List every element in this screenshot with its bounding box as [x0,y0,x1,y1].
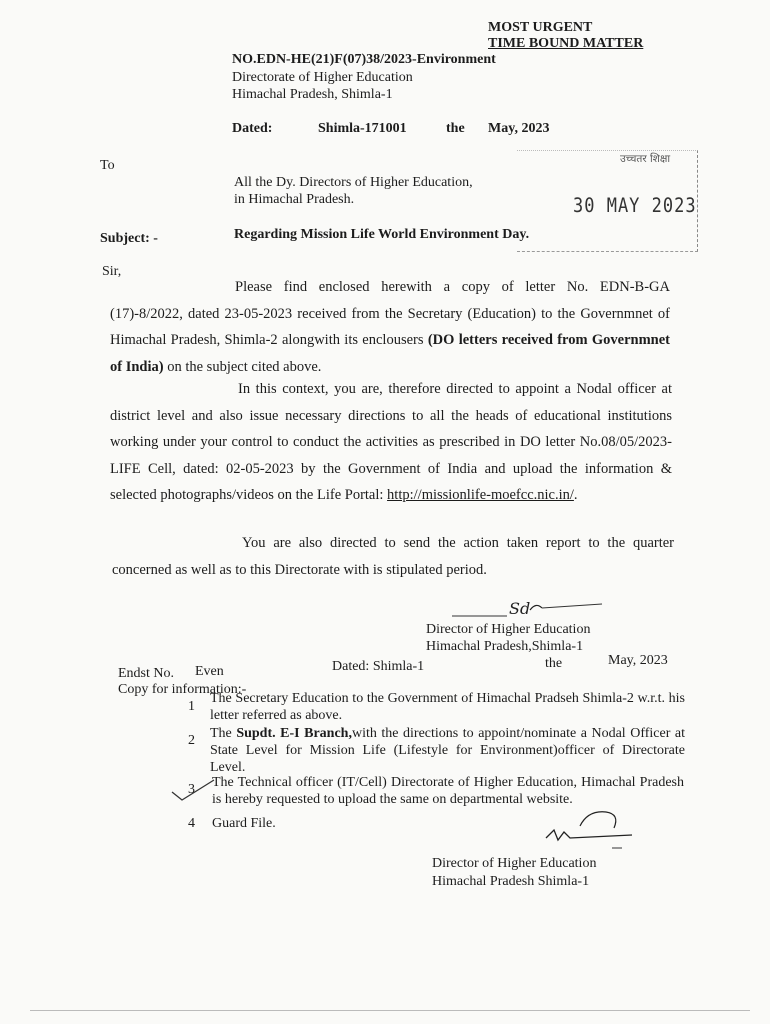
file-number: NO.EDN-HE(21)F(07)38/2023-Environment [232,52,496,67]
paragraph-2 [110,376,672,509]
paragraph-1 [110,274,670,380]
list-item-3: The Technical officer (IT/Cell) Directorate of Higher Education, Himachal Pradesh is hereby requested to upload the same on departmental website. [212,775,684,807]
endst-no: Endst No. [118,666,174,681]
life-portal-link[interactable]: http://missionlife-moefcc.nic.in/ [387,487,574,503]
urgency-line-1: MOST URGENT [488,20,593,35]
list-item-1: The Secretary Education to the Government of Himachal Pradseh Shimla-2 w.r.t. his letter referred as above. [210,691,685,723]
signature-2-mark [540,808,650,850]
endst-dated: Dated: Shimla-1 [332,659,425,674]
paragraph-2-text: In this context, you are, therefore directed to appoint a Nodal officer at district level and also issue necessary directions to all the heads of educational institutions working under your control to conduct the activities as prescribed in DO letter No.08/05/2023-LIFE Cell, dated: 02-05-2023 by the Government of India and upload the information & selected photographs/videos on the Life Portal: [110,381,672,503]
endst-the: the [545,656,563,671]
paragraph-1-bold: (DO letters received from Governmnet of India) [110,332,670,375]
tick-mark [168,778,218,804]
list-item-2-number: 2 [188,733,195,748]
list-item-2-post: with the directions to appoint/nominate a Nodal Officer at State Level for Mission Life (Lifestyle for Environment)officer of Directorate Level. [210,726,686,775]
signature-1-mark [452,596,607,622]
paragraph-2-end: . [573,487,578,503]
paragraph-1-end: on the subject cited above. [163,358,322,375]
signature-2-office: Himachal Pradesh Shimla-1 [432,874,590,889]
copy-for-information: Copy for information:- [118,682,247,697]
list-item-2 [210,725,685,776]
signature-1-sd: Sd [509,599,531,618]
paragraph-1-text: Please find enclosed herewith a copy of letter No. EDN-B-GA (17)-8/2022, dated 23-05-2023 received from the Secretary (Education) to the Governmnet of Himachal Pradesh, Shimla-2 alongwith its enclousers [110,279,670,348]
scan-edge-line [30,1010,750,1011]
signature-2-title: Director of Higher Education [432,856,597,871]
endst-month: May, 2023 [608,653,668,668]
signature-1-office: Himachal Pradesh,Shimla-1 [426,639,584,654]
dated-label: Dated: [232,121,273,136]
stamp-date: 30 MAY 2023 [573,194,697,218]
signature-1-title: Director of Higher Education [426,622,591,637]
dated-place: Shimla-171001 [318,121,407,136]
addressee-line-1: All the Dy. Directors of Higher Education, [234,175,473,190]
subject-text: Regarding Mission Life World Environment Day. [234,227,530,242]
stamp-hindi-text: उच्चतर शिक्षा [620,153,671,165]
office-line-2: Himachal Pradesh, Shimla-1 [232,87,393,102]
paragraph-3: You are also directed to send the action taken report to the quarter concerned as well as to this Directorate with is stipulated period. [112,535,674,578]
subject-label: Subject: - [100,231,158,246]
dated-month: May, 2023 [488,121,550,136]
list-item-3-number: 3 [188,782,195,797]
list-item-2-bold: Supdt. E-I Branch, [236,726,352,741]
list-item-4-number: 4 [188,816,195,831]
addressee-line-2: in Himachal Pradesh. [234,192,355,207]
list-item-2-pre: The [210,726,237,741]
salutation: Sir, [102,264,122,279]
endst-even: Even [195,664,224,679]
list-item-4: Guard File. [212,816,276,831]
list-item-1-number: 1 [188,699,195,714]
office-line-1: Directorate of Higher Education [232,70,413,85]
urgency-line-2: TIME BOUND MATTER [488,36,644,51]
to-label: To [100,158,115,173]
dated-the: the [446,121,465,136]
